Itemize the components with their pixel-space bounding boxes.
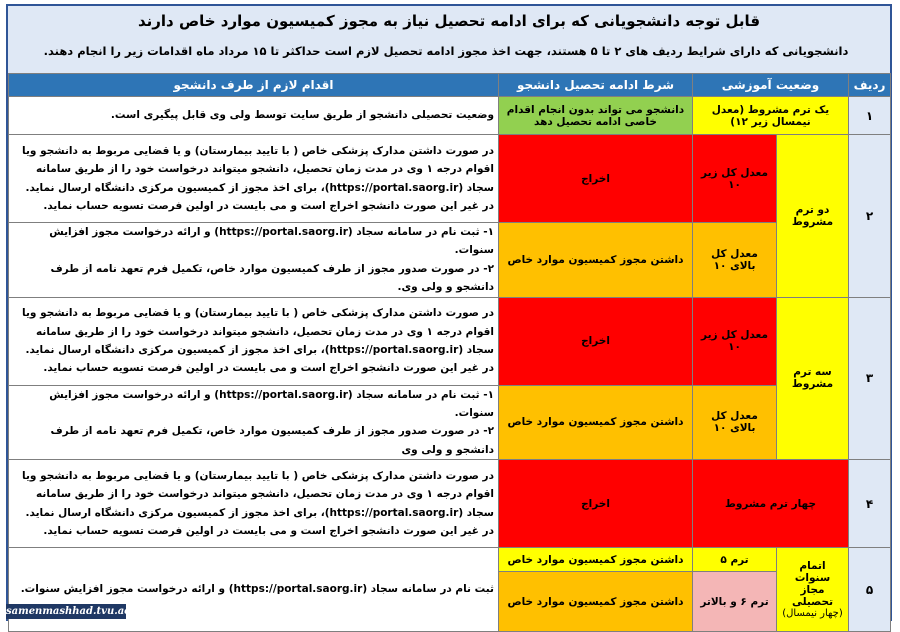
action-cell: در صورت داشتن مدارک پزشکی خاص ( با تایید بیمارستان) و یا قضایی مربوط به دانشجو ویا اقوام درجه ۱ وی در مدت زمان تحصیل، دانشجو میتواند درخواست خود را از طریق سامانه سجاد (https://portal.saorg.ir)، برای اخذ مجوز از کمیسیون مرکزی دانشگاه ارسال نماید. در غیر این صورت دانشجو اخراج است و می بایست در اولین فرصت تسویه حساب نماید. xyxy=(9,297,499,385)
table-header-row xyxy=(9,74,891,97)
action-step-1: ۱- ثبت نام در سامانه سجاد (https://portal.saorg.ir) و ارائه درخواست مجوز افزایش سنوات. xyxy=(49,226,494,257)
page-title: قابل توجه دانشجویانی که برای ادامه تحصیل نیاز به مجوز کمیسیون موارد خاص دارند xyxy=(137,12,761,30)
row-number: ۱ xyxy=(849,97,891,135)
condition-cell: داشتن مجوز کمیسیون موارد خاص xyxy=(499,548,693,572)
rules-table xyxy=(8,73,891,632)
table-row-1 xyxy=(9,97,891,135)
status-cell xyxy=(777,548,849,632)
action-cell: ثبت نام در سامانه سجاد (https://portal.saorg.ir) و ارائه درخواست مجوز افزایش سنوات. xyxy=(9,548,499,632)
gpa-cell: معدل کل زیر ۱۰ xyxy=(693,297,777,385)
action-cell xyxy=(9,223,499,298)
row-number: ۵ xyxy=(849,548,891,632)
term-cell: ترم ۵ xyxy=(693,548,777,572)
header-action: اقدام لازم از طرف دانشجو xyxy=(9,74,499,97)
header-row-no: ردیف xyxy=(849,74,891,97)
condition-cell: اخراج xyxy=(499,460,693,548)
condition-cell: اخراج xyxy=(499,135,693,223)
notice-header xyxy=(8,6,890,72)
term-cell: ترم ۶ و بالاتر xyxy=(693,572,777,632)
action-step-2: ۲- در صورت صدور مجوز از طرف کمیسیون موارد خاص، تکمیل فرم تعهد نامه از طرف دانشجو و ولی وی xyxy=(50,425,494,456)
condition-cell: داشتن مجوز کمیسیون موارد خاص xyxy=(499,223,693,298)
status-label: اتمام سنوات مجاز تحصیلی xyxy=(791,560,834,608)
table-row-4 xyxy=(9,460,891,548)
table-row-2a xyxy=(9,135,891,223)
table-row-5a xyxy=(9,548,891,572)
action-cell xyxy=(9,385,499,460)
condition-cell: داشتن مجوز کمیسیون موارد خاص xyxy=(499,385,693,460)
action-step-1: ۱- ثبت نام در سامانه سجاد (https://portal.saorg.ir) و ارائه درخواست مجوز افزایش سنوات. xyxy=(49,388,494,419)
page-subtitle: دانشجویانی که دارای شرایط ردیف های ۲ تا ۵ هستند، جهت اخذ مجوز ادامه تحصیل لازم است حداکثر تا ۱۵ مرداد ماه اقدامات زیر را انجام دهند. xyxy=(43,44,849,58)
condition-cell: اخراج xyxy=(499,297,693,385)
condition-cell: دانشجو می تواند بدون انجام اقدام خاصی ادامه تحصیل دهد xyxy=(499,97,693,135)
row-number: ۳ xyxy=(849,297,891,460)
condition-cell: داشتن مجوز کمیسیون موارد خاص xyxy=(499,572,693,632)
status-cell: یک ترم مشروط (معدل نیمسال زیر ۱۲) xyxy=(693,97,849,135)
gpa-cell: معدل کل بالای ۱۰ xyxy=(693,223,777,298)
action-step-2: ۲- در صورت صدور مجوز از طرف کمیسیون موارد خاص، تکمیل فرم تعهد نامه از طرف دانشجو و ولی وی. xyxy=(50,262,494,294)
table-row-3a xyxy=(9,297,891,385)
status-cell: سه ترم مشروط xyxy=(777,297,849,460)
status-cell: چهار ترم مشروط xyxy=(693,460,849,548)
site-watermark: samenmashhad.tvu.ac.ir xyxy=(6,606,143,617)
row-number: ۲ xyxy=(849,135,891,298)
header-condition: شرط ادامه تحصیل دانشجو xyxy=(499,74,693,97)
status-cell: دو ترم مشروط xyxy=(777,135,849,298)
table-row-2b xyxy=(9,223,891,298)
row-number: ۴ xyxy=(849,460,891,548)
action-cell: وضعیت تحصیلی دانشجو از طریق سایت توسط ولی وی قابل پیگیری است. xyxy=(9,97,499,135)
table-row-3b xyxy=(9,385,891,460)
status-note: (چهار نیمسال) xyxy=(782,608,843,619)
action-cell: در صورت داشتن مدارک پزشکی خاص ( با تایید بیمارستان) و یا قضایی مربوط به دانشجو ویا اقوام درجه ۱ وی در مدت زمان تحصیل، دانشجو میتواند درخواست خود را از طریق سامانه سجاد (https://portal.saorg.ir)، برای اخذ مجوز از کمیسیون مرکزی دانشگاه ارسال نماید. در غیر این صورت دانشجو اخراج است و می بایست در اولین فرصت تسویه حساب نماید. xyxy=(9,460,499,548)
gpa-cell: معدل کل بالای ۱۰ xyxy=(693,385,777,460)
gpa-cell: معدل کل زیر ۱۰ xyxy=(693,135,777,223)
header-status: وضعیت آموزشی xyxy=(693,74,849,97)
action-cell: در صورت داشتن مدارک پزشکی خاص ( با تایید بیمارستان) و یا قضایی مربوط به دانشجو ویا اقوام درجه ۱ وی در مدت زمان تحصیل، دانشجو میتواند درخواست خود را از طریق سامانه سجاد (https://portal.saorg.ir)، برای اخذ مجوز از کمیسیون مرکزی دانشگاه ارسال نماید. در غیر این صورت دانشجو اخراج است و می بایست در اولین فرصت تسویه حساب نماید. xyxy=(9,135,499,223)
